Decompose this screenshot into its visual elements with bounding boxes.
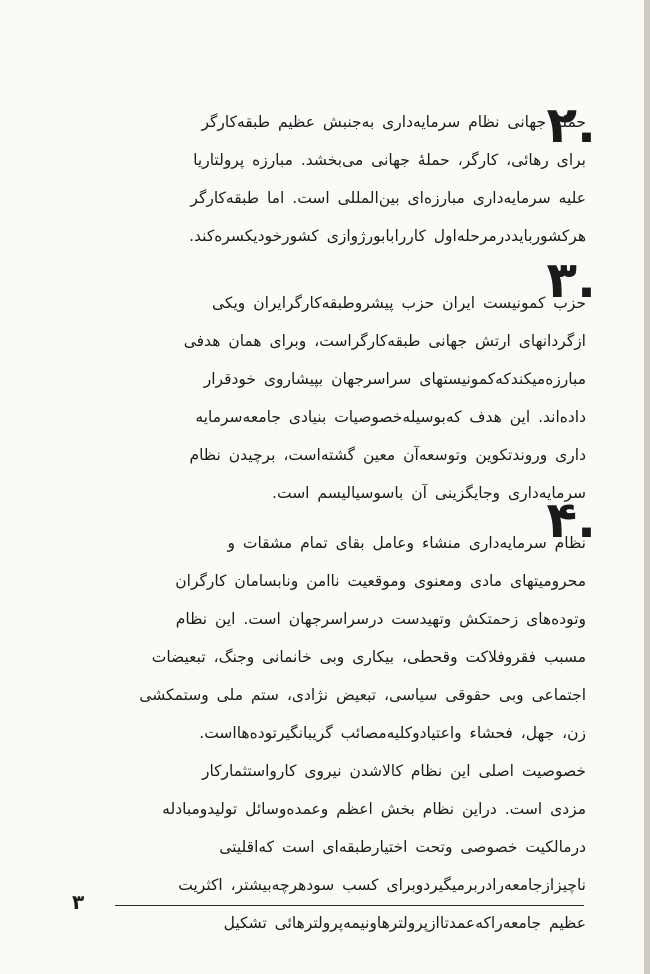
section-3-paragraph: [62, 284, 586, 512]
text-line: حملۀ جهانی نظام سرمایه‌داری به‌جنبش عظیم طبقه‌کارگر: [201, 113, 586, 131]
text-line: مسبب فقروفلاکت وقحطی، بیکاری وبی خانمانی وجنگ، تبعیضات: [151, 648, 586, 666]
section-2-paragraph: [62, 103, 586, 255]
text-line: علیه سرمایه‌داری مبارزه‌ای بین‌المللی است. اما طبقه‌کارگر: [190, 189, 586, 207]
text-line: اجتماعی وبی حقوقی سیاسی، تبعیض نژادی، ستم ملی وستمکشی: [139, 686, 586, 704]
text-line: وتوده‌های زحمتکش وتهیدست درسراسرجهان است. این نظام: [175, 610, 586, 628]
page-number: ۳: [72, 890, 85, 914]
section-4-paragraph: [62, 524, 586, 942]
text-line: مزدی است. دراین نظام بخش اعظم وعمده‌وسائل تولیدومبادله: [162, 800, 586, 818]
text-line: محرومیتهای مادی ومعنوی وموقعیت ناامن ونابسامان کارگران: [175, 572, 586, 590]
text-line: نظام سرمایه‌داری منشاء وعامل بقای تمام مشقات و: [227, 534, 586, 552]
section-number-4: ۴.: [546, 491, 596, 549]
text-line: هرکشوربایددرمرحله‌اول کاررابابورژوازی کشورخودیکسره‌کند.: [189, 227, 586, 245]
section-number-3: ۳.: [546, 251, 596, 309]
text-line: عظیم جامعه‌راکه‌عمدتاازپرولترهاونیمه‌پرولترهائی تشکیل: [223, 914, 586, 932]
text-line: درمالکیت خصوصی وتحت اختیارطبقه‌ای است که‌اقلیتی: [219, 838, 586, 856]
text-line: ناچیزازجامعه‌رادربرمیگیردوبرای کسب سودهرچه‌بیشتر، اکثریت: [178, 876, 586, 894]
text-line: خصوصیت اصلی این نظام کالاشدن نیروی کارواستثمارکار: [201, 762, 586, 780]
text-line: مبارزه‌میکندکه‌کمونیستهای سراسرجهان بپیشاروی خودقرار: [203, 370, 586, 388]
footer-divider: [115, 905, 584, 906]
text-line: داری وروندتکوین وتوسعه‌آن معین گشته‌است، برچیدن نظام: [189, 446, 586, 464]
text-line: برای رهائی، کارگر، حملۀ جهانی می‌بخشد. مبارزه پرولتاریا: [193, 151, 586, 169]
text-line: حزب کمونیست ایران حزب پیشروطبقه‌کارگرایران ویکی: [211, 294, 586, 312]
text-line: سرمایه‌داری وجایگزینی آن باسوسیالیسم است.: [272, 484, 586, 502]
text-line: ازگردانهای ارتش جهانی طبقه‌کارگراست، وبرای همان هدفی: [183, 332, 586, 350]
text-line: داده‌اند. این هدف که‌بوسیله‌خصوصیات بنیادی جامعه‌سرمایه‌: [195, 408, 586, 426]
section-number-2: ۲.: [546, 96, 596, 154]
text-line: زن، جهل، فحشاء واعتیادوکلیه‌مصائب گریبانگیرتوده‌هااست.: [199, 724, 586, 742]
